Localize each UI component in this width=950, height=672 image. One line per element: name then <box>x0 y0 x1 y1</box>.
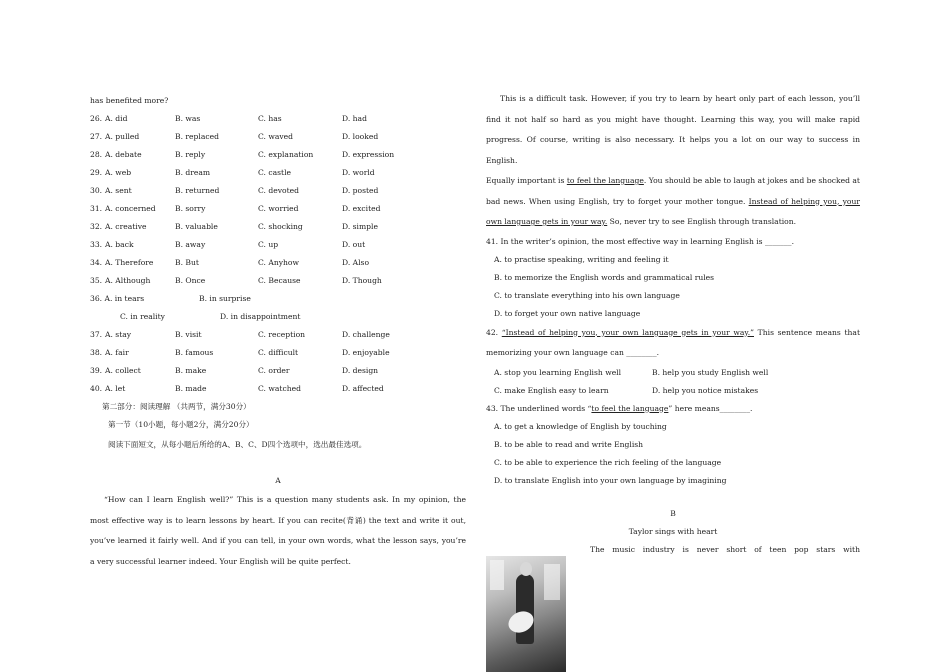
q43-pre: 43. The underlined words “ <box>486 403 592 413</box>
option-a: A. fair <box>105 348 129 357</box>
question-row <box>90 326 466 344</box>
option-d: D. out <box>342 240 366 249</box>
option-a: A. stay <box>105 330 132 339</box>
option-n: 26. <box>90 114 103 123</box>
option-a: A. debate <box>105 150 142 159</box>
option-b: B. dream <box>175 168 211 177</box>
question-row <box>90 200 466 218</box>
question-row <box>90 362 466 380</box>
question-42-row2 <box>486 382 860 400</box>
option-b: B. sorry <box>175 204 206 213</box>
question-43-options <box>486 418 860 490</box>
para2-mid: . You should be able to laugh at jokes and be shocked at bad news. When using English, try to forget your mother tongue. <box>486 176 860 206</box>
answer-option: C. to be able to experience the rich feeling of the language <box>494 457 722 467</box>
option-b: B. But <box>175 258 199 267</box>
passage-b-start: The music industry is never short of teen pop stars with <box>590 544 860 554</box>
option-a: A. did <box>105 114 128 123</box>
option-a: A. creative <box>105 222 147 231</box>
option-b: B. Once <box>175 276 206 285</box>
option-c: C. devoted <box>258 186 299 195</box>
intro-line: has benefited more? <box>90 96 169 105</box>
option-b: B. replaced <box>175 132 219 141</box>
option-d: D. simple <box>342 222 378 231</box>
question-43 <box>486 400 860 418</box>
option-n: 39. <box>90 366 103 375</box>
option-d: D. enjoyable <box>342 348 390 357</box>
option-n: 29. <box>90 168 103 177</box>
option-d: D. Though <box>342 276 382 285</box>
answer-option: A. to get a knowledge of English by touching <box>494 421 667 431</box>
option-c: C. reception <box>258 330 306 339</box>
question-36-row2 <box>90 308 466 326</box>
photo-figure-body <box>516 574 534 644</box>
option-d: D. had <box>342 114 367 123</box>
q43-underlined: to feel the language <box>591 403 669 413</box>
option-b: B. returned <box>175 186 220 195</box>
option-n: 28. <box>90 150 103 159</box>
option-n: 34. <box>90 258 103 267</box>
passage-a-label: A <box>275 476 281 485</box>
question-row <box>90 380 466 398</box>
option-d: D. world <box>342 168 375 177</box>
question-row <box>90 182 466 200</box>
option-b: B. made <box>175 384 207 393</box>
option-n: 37. <box>90 330 103 339</box>
option-c: C. has <box>258 114 282 123</box>
option-d: D. looked <box>342 132 379 141</box>
option-b: B. was <box>175 114 201 123</box>
instruction: 阅读下面短文，从每小题后所给的A、B、C、D四个选项中，选出最佳选项。 <box>108 440 367 449</box>
option-n: 38. <box>90 348 103 357</box>
underlined-instead-sentence: Instead of helping you, your own language gets in your way. <box>486 196 860 226</box>
option-n: 35. <box>90 276 103 285</box>
answer-option: D. to translate English into your own language by imagining <box>494 475 727 485</box>
option-n: 31. <box>90 204 103 213</box>
q42-a: A. stop you learning English well <box>494 367 622 377</box>
option-d: D. excited <box>342 204 381 213</box>
photo-window-left <box>490 560 504 590</box>
option-c: C. waved <box>258 132 294 141</box>
passage-a-text: “How can I learn English well?” This is a question many students ask. In my opinion, the most effective way is to learn lessons by heart. If you can recite(背诵) the text and write it out, you’ve learned it fairly well. And if you can tell, in your own words, what the lesson says, you’re a very successful learner indeed. Your English will be quite perfect. <box>90 495 466 566</box>
question-42 <box>486 323 860 364</box>
option-c: C. castle <box>258 168 292 177</box>
q36-a: 36. A. in tears <box>90 294 145 303</box>
option-b: B. famous <box>175 348 214 357</box>
question-row <box>90 272 466 290</box>
option-d: D. posted <box>342 186 379 195</box>
question-row <box>90 344 466 362</box>
option-c: C. Anyhow <box>258 258 299 267</box>
option-c: C. watched <box>258 384 301 393</box>
option-d: D. expression <box>342 150 395 159</box>
question-36-row1 <box>90 290 466 308</box>
cloze-options-37-40 <box>90 326 466 398</box>
option-b: B. make <box>175 366 207 375</box>
question-row <box>90 218 466 236</box>
option-c: C. Because <box>258 276 301 285</box>
option-a: A. Therefore <box>105 258 154 267</box>
option-d: D. challenge <box>342 330 390 339</box>
question-row <box>90 128 466 146</box>
cloze-options-26-35 <box>90 110 466 290</box>
option-d: D. Also <box>342 258 370 267</box>
section1-title: 第一节（10小题，每小题2分，满分20分） <box>108 420 254 429</box>
answer-option: B. to memorize the English words and grammatical rules <box>494 272 715 282</box>
underlined-feel-language: to feel the language <box>566 176 644 185</box>
part2-title: 第二部分：阅读理解 （共两节，满分30分） <box>102 402 251 411</box>
left-column <box>90 92 466 572</box>
q43-post: ” here means________. <box>668 403 753 413</box>
para2-post: So, never try to see English through translation. <box>607 217 797 226</box>
passage-b-title: Taylor sings with heart <box>628 526 718 536</box>
question-41: 41. In the writer’s opinion, the most effective way in learning English is _______. <box>486 236 794 246</box>
option-a: A. sent <box>105 186 132 195</box>
passage-a-para2 <box>486 171 860 233</box>
passage-a-para1: This is a difficult task. However, if you try to learn by heart only part of each lesson, you’ll find it not half so hard as you might have thought. Learning this way, you will make rapid progress. Of course, writing is also necessary. It helps you a lot on our way to success in English. <box>486 94 860 165</box>
option-c: C. order <box>258 366 290 375</box>
photo-window-right <box>544 564 560 600</box>
option-b: B. visit <box>175 330 202 339</box>
answer-option: B. to be able to read and write English <box>494 439 644 449</box>
answer-option: C. to translate everything into his own language <box>494 290 680 300</box>
question-row <box>90 254 466 272</box>
option-c: C. difficult <box>258 348 299 357</box>
q42-d: D. help you notice mistakes <box>652 385 759 395</box>
option-a: A. web <box>105 168 132 177</box>
question-row <box>90 110 466 128</box>
photo-figure-head <box>520 562 532 576</box>
answer-option: A. to practise speaking, writing and feeling it <box>494 254 669 264</box>
passage-b-label: B <box>670 508 676 518</box>
taylor-photo <box>486 556 566 672</box>
q42-b: B. help you study English well <box>652 367 769 377</box>
option-d: D. design <box>342 366 379 375</box>
option-b: B. valuable <box>175 222 218 231</box>
right-column <box>486 89 860 559</box>
option-a: A. Although <box>105 276 151 285</box>
option-d: D. affected <box>342 384 384 393</box>
option-n: 32. <box>90 222 103 231</box>
option-a: A. concerned <box>105 204 156 213</box>
option-n: 33. <box>90 240 103 249</box>
option-a: A. let <box>105 384 126 393</box>
option-c: C. explanation <box>258 150 314 159</box>
option-c: C. worried <box>258 204 299 213</box>
q36-c: C. in reality <box>120 312 165 321</box>
option-c: C. up <box>258 240 279 249</box>
q36-b: B. in surprise <box>199 294 251 303</box>
option-c: C. shocking <box>258 222 303 231</box>
option-b: B. reply <box>175 150 206 159</box>
option-a: A. collect <box>105 366 141 375</box>
q42-post: This sentence means that memorizing your own language can ________. <box>486 327 860 357</box>
option-a: A. back <box>105 240 134 249</box>
question-41-options <box>486 251 860 323</box>
option-n: 30. <box>90 186 103 195</box>
option-a: A. pulled <box>105 132 140 141</box>
para2-pre: Equally important is <box>486 176 567 185</box>
question-row <box>90 146 466 164</box>
q42-number: 42. <box>486 327 502 337</box>
option-n: 27. <box>90 132 103 141</box>
q42-underlined: “Instead of helping you, your own language gets in your way.” <box>501 327 754 337</box>
question-row <box>90 164 466 182</box>
q42-c: C. make English easy to learn <box>494 385 609 395</box>
answer-option: D. to forget your own native language <box>494 308 641 318</box>
q36-d: D. in disappointment <box>220 312 301 321</box>
question-row <box>90 236 466 254</box>
question-42-row1 <box>486 364 860 382</box>
option-b: B. away <box>175 240 206 249</box>
option-n: 40. <box>90 384 103 393</box>
